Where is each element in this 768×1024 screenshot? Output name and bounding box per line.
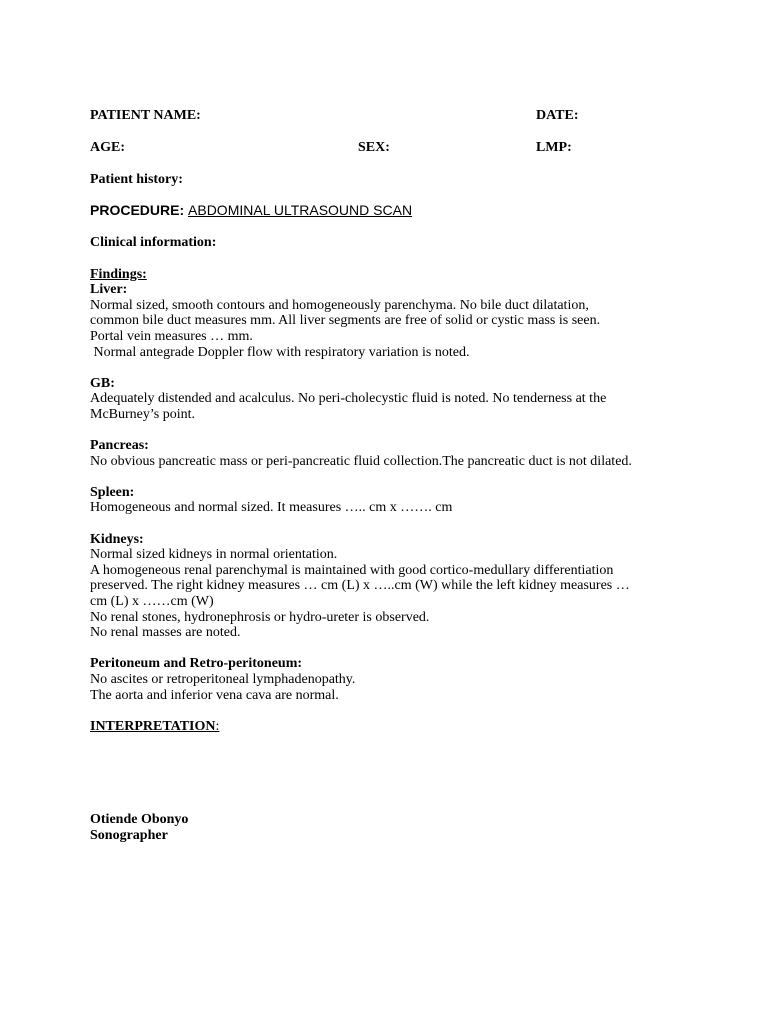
signature-title: Sonographer <box>90 827 168 843</box>
peritoneum-line: No ascites or retroperitoneal lymphadenopathy. <box>90 672 356 687</box>
gb-section <box>90 376 690 423</box>
patient-history-label: Patient history: <box>90 172 183 187</box>
interpretation-line <box>90 719 690 735</box>
liver-line: Normal sized, smooth contours and homogeneously parenchyma. No bile duct dilatation, <box>90 297 589 313</box>
kidneys-line: Normal sized kidneys in normal orientation. <box>90 547 338 563</box>
signature-block <box>90 812 690 843</box>
age-label: AGE: <box>90 140 125 155</box>
procedure-line <box>90 203 690 220</box>
interpretation-label: INTERPRETATION <box>90 718 216 734</box>
liver-line: Normal antegrade Doppler flow with respiratory variation is noted. <box>90 344 470 360</box>
spleen-line: Homogeneous and normal sized. It measures ….. cm x ……. cm <box>90 500 453 516</box>
patient-name-label: PATIENT NAME: <box>90 108 201 123</box>
findings-label: Findings: <box>90 266 147 282</box>
peritoneum-line: The aorta and inferior vena cava are normal. <box>90 687 339 703</box>
kidneys-line: No renal stones, hydronephrosis or hydro-ureter is observed. <box>90 609 430 625</box>
kidneys-line: cm (L) x ……cm (W) <box>90 594 214 610</box>
gb-line: Adequately distended and acalculus. No peri-cholecystic fluid is noted. No tenderness at the <box>90 391 607 407</box>
liver-line: Portal vein measures … mm. <box>90 328 253 344</box>
sex-label: SEX: <box>358 140 390 155</box>
peritoneum-section <box>90 656 690 703</box>
pancreas-line: No obvious pancreatic mass or peri-pancreatic fluid collection.The pancreatic duct is not dilated. <box>90 453 632 469</box>
pancreas-section <box>90 438 690 469</box>
gb-line: McBurney’s point. <box>90 406 195 422</box>
kidneys-section <box>90 532 690 641</box>
spleen-heading: Spleen: <box>90 484 135 500</box>
gb-heading: GB: <box>90 375 115 391</box>
kidneys-line: No renal masses are noted. <box>90 625 241 641</box>
procedure-label: PROCEDURE: <box>90 202 189 219</box>
header-row-2 <box>90 140 690 156</box>
spleen-section <box>90 485 690 516</box>
liver-heading: Liver: <box>90 282 128 298</box>
kidneys-line: A homogeneous renal parenchymal is maintained with good cortico-medullary differentiation <box>90 562 614 578</box>
kidneys-heading: Kidneys: <box>90 531 144 547</box>
signature-name: Otiende Obonyo <box>90 812 189 828</box>
liver-line: common bile duct measures mm. All liver segments are free of solid or cystic mass is seen. <box>90 313 601 329</box>
kidneys-line: preserved. The right kidney measures … cm (L) x …..cm (W) while the left kidney measures … <box>90 578 630 594</box>
procedure-value: ABDOMINAL ULTRASOUND SCAN <box>188 202 413 219</box>
lmp-label: LMP: <box>536 140 572 155</box>
report-page <box>90 108 690 844</box>
pancreas-heading: Pancreas: <box>90 438 149 454</box>
header-row-1 <box>90 108 690 124</box>
clinical-information-label: Clinical information: <box>90 235 217 251</box>
interpretation-colon: : <box>215 718 220 734</box>
date-label: DATE: <box>536 108 579 123</box>
liver-section <box>90 282 690 360</box>
peritoneum-heading: Peritoneum and Retro-peritoneum: <box>90 656 303 672</box>
